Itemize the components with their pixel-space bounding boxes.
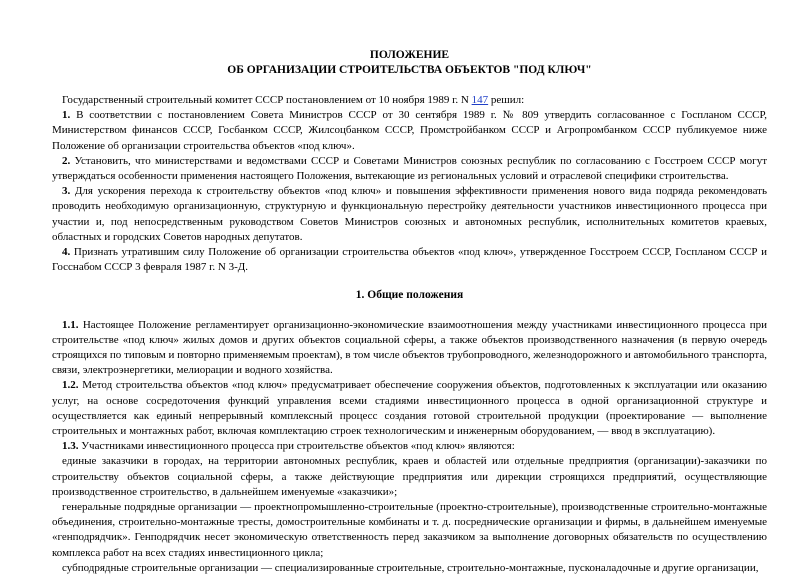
- clause-number: 1.2.: [62, 379, 79, 392]
- section-heading: 1. Общие положения: [355, 289, 464, 302]
- decree-link[interactable]: 147: [471, 94, 489, 106]
- decision-text: Для ускорения перехода к строительству объектов «под ключ» и повышения эффективности применения нового вида подряда рекомендовать проводить необходимую организационную, структурную и функциональную перестройку деятельности участников инвестиционного процесса при участии и, под непосредственным руководством Советов Министров союзных и автономных республик, исполнительных комитетов краевых, областных и городских Советов народных депутатов.: [52, 185, 767, 243]
- clause-number: 1.3.: [62, 440, 79, 453]
- decision-text: В соответствии с постановлением Совета Министров СССР от 30 сентября 1989 г. № 809 утвердить согласованное с Госпланом СССР, Министерством финансов СССР, Госбанком СССР, Жилсоцбанком СССР, Промстройбанком СССР и Агропромбанком СССР публикуемое ниже Положение об организации строительства объектов «под ключ».: [52, 109, 767, 152]
- decision-2: [52, 154, 767, 184]
- clause-number: 1.1.: [62, 318, 79, 331]
- intro-paragraph: [52, 93, 767, 108]
- title-line-2: ОБ ОРГАНИЗАЦИИ СТРОИТЕЛЬСТВА ОБЪЕКТОВ "ПОД КЛЮЧ": [227, 63, 592, 76]
- decision-3: [52, 184, 767, 245]
- title-line-1: ПОЛОЖЕНИЕ: [369, 49, 450, 61]
- clause-1-2: [52, 378, 767, 439]
- decision-4: [52, 245, 767, 275]
- document-page: [52, 48, 767, 576]
- decision-text: Установить, что министерствами и ведомствами СССР и Советами Министров союзных республик по согласованию с Госстроем СССР могут утверждаться особенности применения настоящего Положения, вытекающие из региональных условий и отраслевой специфики строительства.: [52, 154, 767, 183]
- decision-number: 2.: [62, 154, 71, 167]
- clause-1-1: [52, 318, 767, 379]
- participant-customers: единые заказчики в городах, на территории автономных республик, краев и областей или отдельные предприятия (организации)-заказчики по строительству объектов социальной сферы, а также действующие предприятия или дирекции строящихся предприятий, осуществляющие производственное строительство, в дальнейшем именуемые «заказчики»;: [52, 455, 767, 498]
- participant-subcontractors: субподрядные строительные организации — специализированные строительные, строительно-монтажные, пусконаладочные и другие организации,: [62, 561, 759, 574]
- participant-general-contractor: генеральные подрядные организации — проектнопромышленно-строительные (проектно-строительные), производственные строительно-монтажные объединения, строительно-монтажные тресты, домостроительные комбинаты и т. д. посреднические организации и фирмы, в дальнейшем именуемые «генподрядчик». Генподрядчик несет экономическую ответственность перед заказчиком за выполнение договорных обязательств по осуществлению комплекса работ на всех стадиях инвестиционного цикла;: [52, 501, 767, 559]
- decision-text: Признать утратившим силу Положение об организации строительства объектов «под ключ», утвержденное Госстроем СССР, Госпланом СССР и Госснабом СССР 3 февраля 1987 г. N 3-Д.: [52, 246, 767, 274]
- document-title: [52, 48, 767, 77]
- clause-text: Участниками инвестиционного процесса при строительстве объектов «под ключ» являются:: [78, 440, 515, 453]
- decision-1: [52, 108, 767, 154]
- decision-number: 4.: [62, 246, 71, 259]
- decision-number: 1.: [62, 109, 71, 122]
- clause-1-3: [52, 439, 767, 454]
- intro-text: Государственный строительный комитет СССР постановлением от 10 ноября 1989 г. N: [62, 94, 472, 106]
- intro-text-end: решил:: [488, 94, 525, 106]
- clause-text: Настоящее Положение регламентирует организационно-экономические взаимоотношения между участниками инвестиционного процесса при строительстве «под ключ» жилых домов и других объектов социальной сферы, а также объектов производственного назначения (в первую очередь строящихся по типовым и повторно применяемым проектам), в том числе объектов трубопроводного, железнодорожного и автомобильного транспорта, связи, электроэнергетики, мелиорации и водного хозяйства.: [52, 318, 767, 377]
- decision-number: 3.: [62, 185, 71, 198]
- clause-text: Метод строительства объектов «под ключ» предусматривает обеспечение сооружения объектов, подготовленных к эксплуатации или оказанию услуг, на основе сосредоточения функций управления всеми стадиями инвестиционного процесса в одной организационной структуре и осуществляется как единый непрерывный комплексный процесс создания готовой строительной продукции (проектирование — выполнение строительных и монтажных работ, включая комплектацию строек технологическим и инженерным оборудованием, — ввод в эксплуатацию).: [52, 379, 767, 438]
